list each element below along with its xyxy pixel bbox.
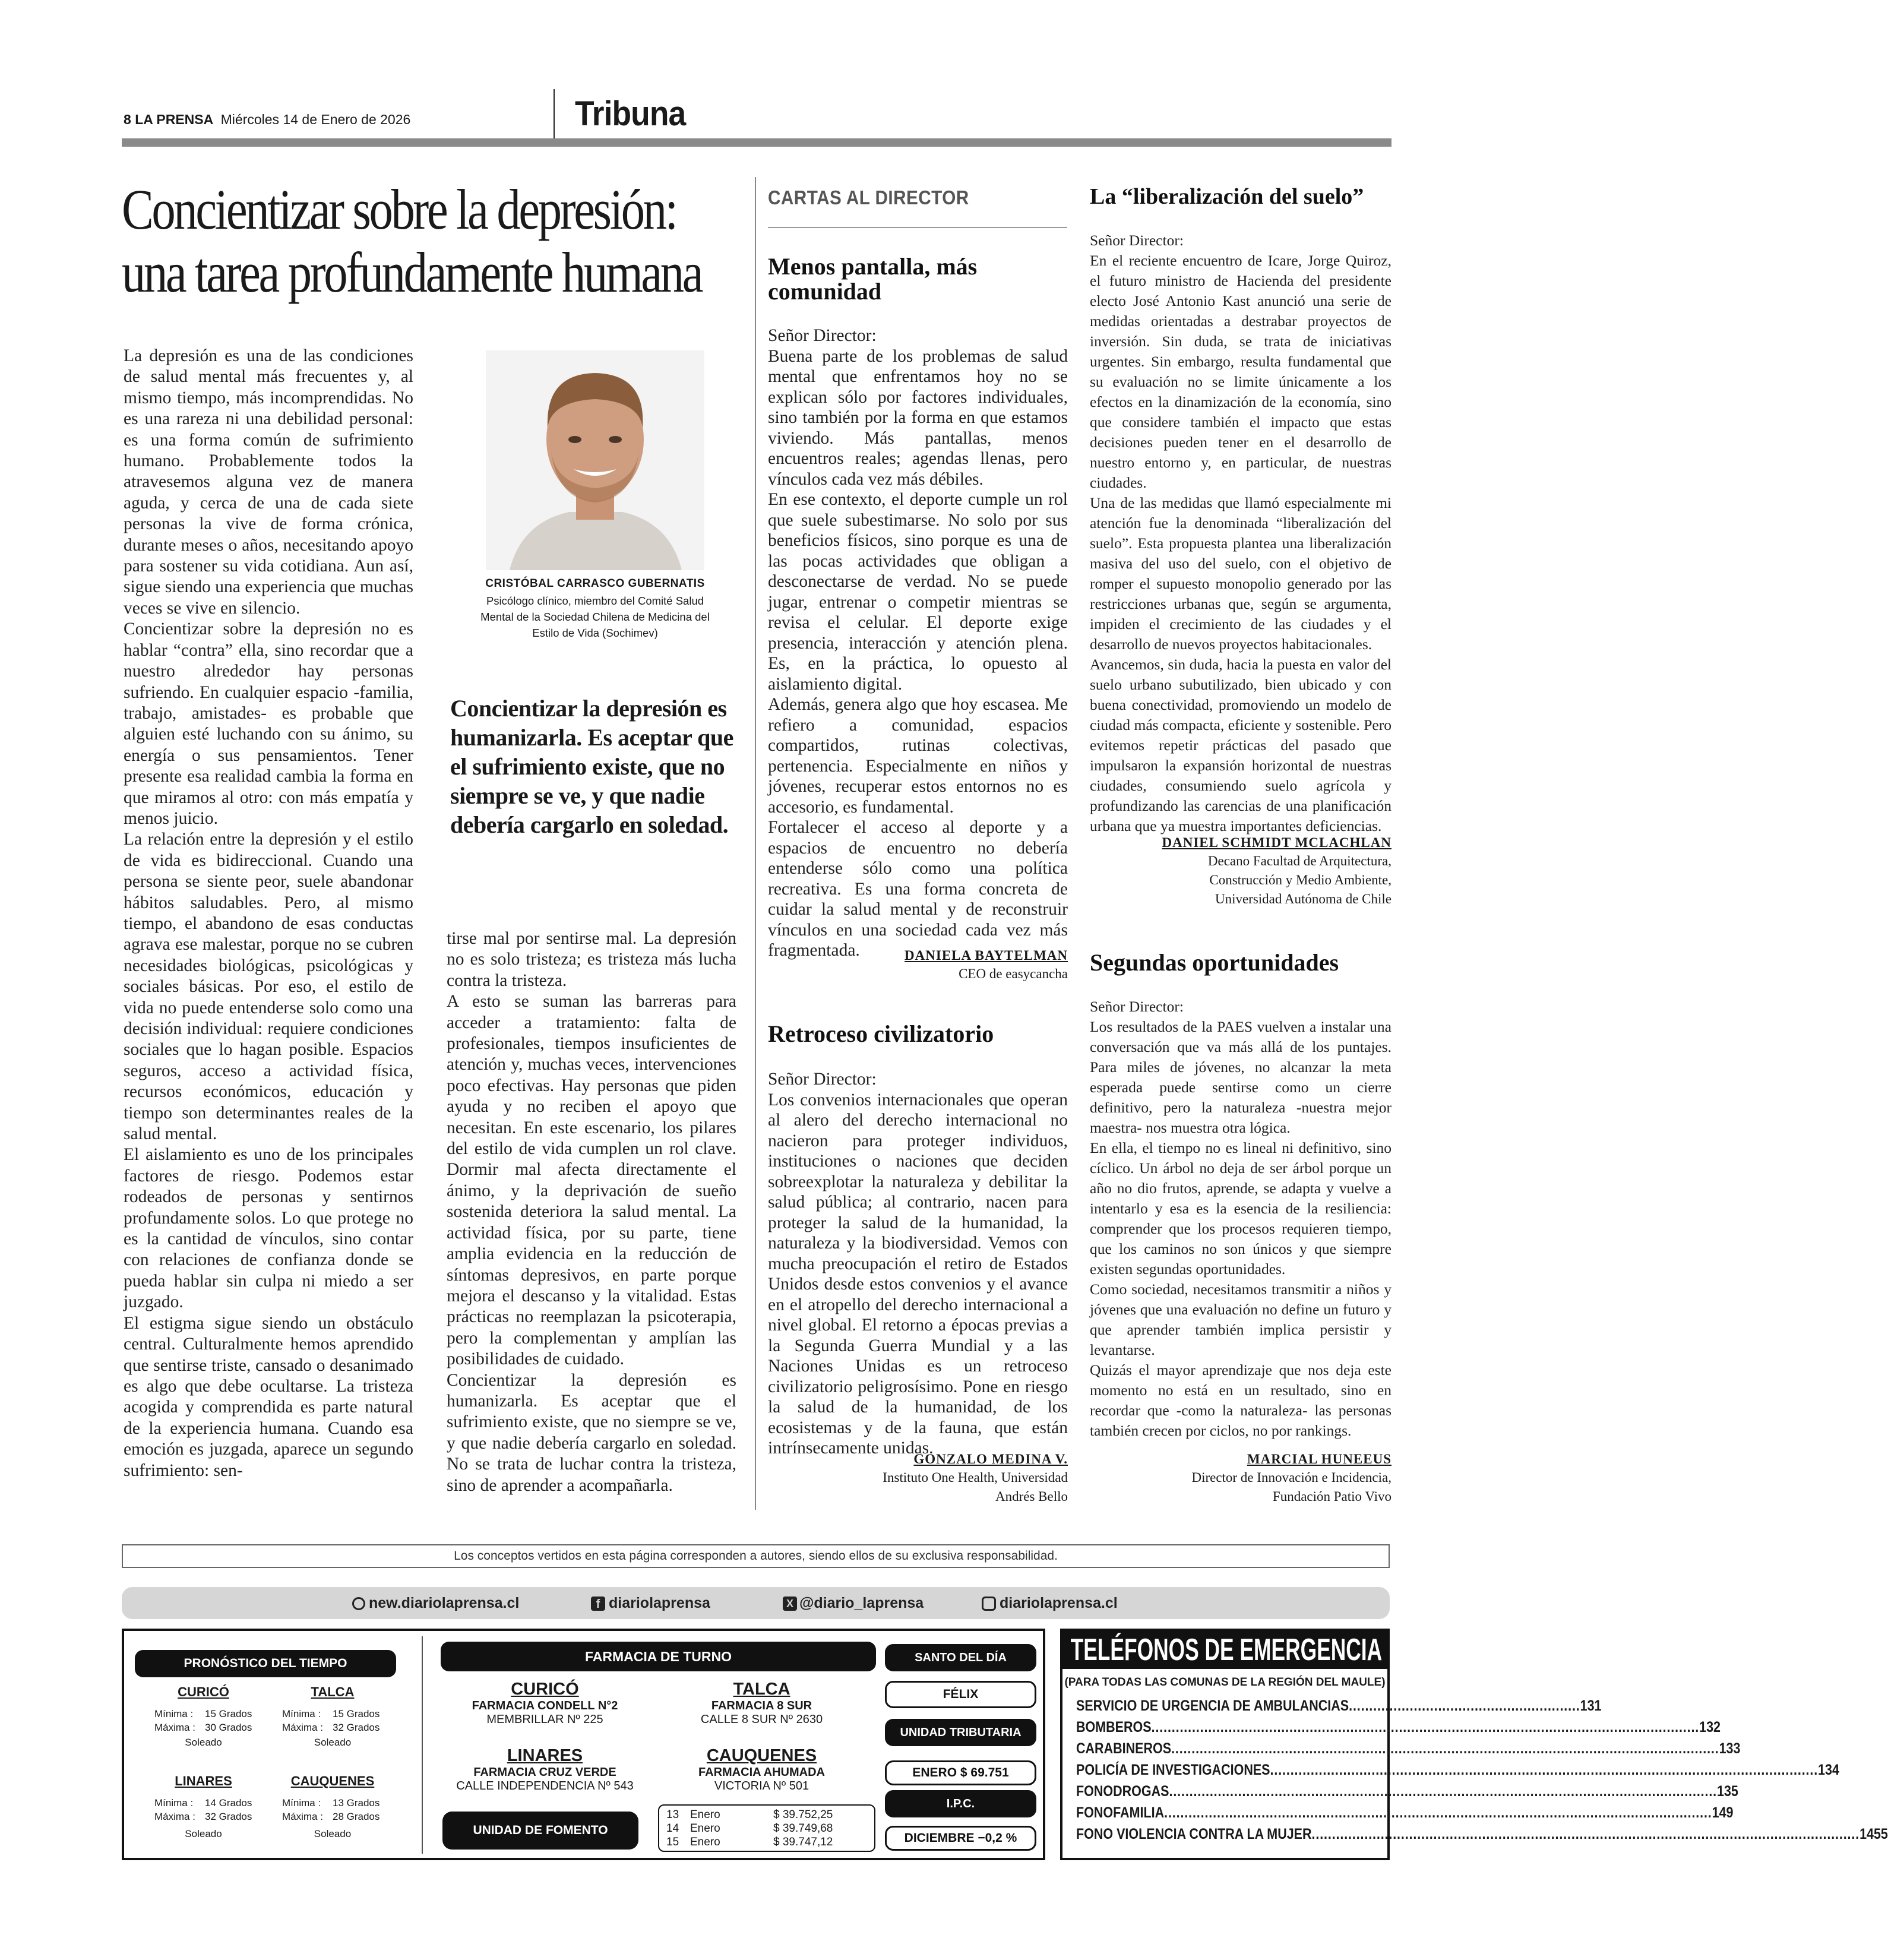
letter-title: Segundas oportunidades — [1090, 949, 1339, 976]
article-paragraph: Concientizar sobre la depresión no es hablar “contra” ella, sino recordar que a nuestro alrededor hay personas sufriendo. En cualquier espacio -familia, trabajo, amistades- es probable que alguien esté luchando con su ánimo, su energía o sus pensamientos. Tener presente esa realidad cambia la forma en que miramos al otro: con más empatía y menos juicio. — [124, 619, 413, 828]
weather-city-name: CAUQUENES — [290, 1774, 375, 1788]
pull-quote: Concientizar la depresión es humanizarla. Es aceptar que el sufrimiento existe, que no siempre se ve, y que nadie debería cargarlo en soledad. — [450, 695, 733, 838]
letter-signature-name: GONZALO MEDINA V. — [913, 1452, 1068, 1466]
social-x-label: @diario_laprensa — [799, 1595, 924, 1611]
letters-section-label: CARTAS AL DIRECTOR — [768, 186, 969, 208]
letter-paragraph: En ese contexto, el deporte cumple un rol que suele subestimarse. No solo por sus beneficios físicos, sino porque es una de las pocas actividades que obligan a desconectarse de verdad. No se puede jugar, entrenar o competir mientras se revisa el celular. El deporte exige presencia, interacción y atención plena. Es, en la práctica, lo opuesto al aislamiento digital. — [768, 490, 1068, 694]
emergency-title-bar — [1062, 1631, 1387, 1669]
facebook-icon: f — [591, 1597, 605, 1611]
letter-paragraph: Avancemos, sin duda, hacia la puesta en valor del suelo urbano subutilizado, bien ubicado y con buena conectividad, promoviendo un modelo de ciudad más compacta, eficiente y sostenible. Pero evitemos repetir prácticas del pasado que impulsaron la expansión horizontal de nuestras ciudades, consumiendo suelo agrícola y profundizando las carencias de una planificación urbana que ya muestra importantes deficiencias. — [1090, 656, 1392, 834]
emergency-title: TELÉFONOS DE EMERGENCIA — [1070, 1633, 1383, 1667]
pharmacy-address: MEMBRILLAR Nº 225 — [486, 1713, 603, 1726]
pharmacy-name: FARMACIA 8 SUR — [711, 1699, 812, 1712]
uf-row: 15 Enero $ 39.747,12 — [666, 1836, 833, 1848]
letter-title: La “liberalización del suelo” — [1090, 184, 1364, 209]
emergency-row: FONODROGAS ....................................................................................................................................... 135 — [1076, 1783, 1738, 1800]
weather-max: Máxima : 30 Grados — [154, 1722, 252, 1733]
letter-paragraph: Buena parte de los problemas de salud mental que enfrentamos hoy no se explican sólo por factores individuales, sino también por la forma en que estamos viviendo. Más pantallas, menos encuentros reales; agendas llenas, pero vínculos cada vez más débiles. — [768, 346, 1068, 489]
uf-title: UNIDAD DE FOMENTO — [442, 1812, 638, 1850]
emergency-row: POLICÍA DE INVESTIGACIONES ....................................................................................................................................... 134 — [1076, 1762, 1839, 1778]
page-number: 8 — [124, 112, 131, 127]
letter-signature-name: MARCIAL HUNEEUS — [1247, 1452, 1392, 1466]
uf-row: 14 Enero $ 39.749,68 — [666, 1822, 833, 1835]
pharmacy-city: LINARES — [507, 1746, 583, 1765]
letter-signature-role — [768, 1468, 1068, 1506]
social-facebook-label: diariolaprensa — [609, 1595, 710, 1611]
page-header — [124, 112, 410, 128]
letter-signature-role: CEO de easycancha — [959, 966, 1068, 981]
pharmacy-city: TALCA — [733, 1680, 790, 1699]
article-paragraph: tirse mal por sentirse mal. La depresión no es solo tristeza; es tristeza más lucha contra la tristeza. — [447, 929, 736, 990]
social-facebook[interactable] — [591, 1595, 710, 1612]
letter-signature-role-line: Director de Innovación e Incidencia, — [1191, 1470, 1392, 1485]
weather-sky: Soleado — [185, 1828, 222, 1839]
x-icon: X — [783, 1597, 797, 1611]
weather-min: Mínima : 13 Grados — [282, 1797, 380, 1809]
issue-date: Miércoles 14 de Enero de 2026 — [220, 112, 411, 127]
letter-greeting: Señor Director: — [768, 1070, 877, 1089]
social-bar — [122, 1587, 1390, 1619]
weather-city — [143, 1774, 264, 1840]
pharmacy-item — [659, 1746, 864, 1793]
letter-paragraph: Los convenios internacionales que operan al alero del derecho internacional no nacieron para proteger individuos, instituciones o naciones que deciden sobreexplotar la naturaleza y debilitar la salud pública; al contrario, nacen para proteger la salud de la humanidad, la naturaleza y la biodiversidad. Vemos con mucha preocupación el retiro de Estados Unidos desde estos convenios y el avance en el atropello del derecho internacional a nivel global. El retorno a épocas previas a la Segunda Guerra Mundial y a las Naciones Unidas es un retroceso civilizatorio peligrosísimo. Pone en riesgo la salud de la humanidad, de los ecosistemas y de la fauna, que están intrínsecamente unidas. — [768, 1090, 1068, 1458]
ipc-value: DICIEMBRE −0,2 % — [885, 1826, 1036, 1851]
social-x[interactable] — [783, 1595, 924, 1612]
letter-signature-role-line: Universidad Autónoma de Chile — [1215, 892, 1392, 906]
uf-table — [658, 1804, 875, 1852]
weather-divider — [422, 1636, 423, 1854]
article-paragraph: La depresión es una de las condiciones de salud mental más frecuentes y, al mismo tiempo, más incomprendidas. No es una rareza ni una debilidad personal: es una forma común de sufrimiento humano. Probablemente todos la atravesemos alguna vez de manera aguda, y cerca de una de cada siete personas la vive de forma crónica, durante meses o años, necesitando apoyo para sostener su vida cotidiana. Aun así, sigue siendo una experiencia que muchas veces se vive en silencio. — [124, 346, 413, 618]
letter-greeting: Señor Director: — [1090, 998, 1184, 1015]
weather-sky: Soleado — [314, 1828, 352, 1839]
emergency-row: CARABINEROS ....................................................................................................................................... 133 — [1076, 1740, 1741, 1757]
letter-signature-role-line: Construcción y Medio Ambiente, — [1209, 872, 1392, 887]
weather-city-name: LINARES — [175, 1774, 232, 1788]
letter-body — [1090, 997, 1392, 1441]
article-paragraph: Concientizar la depresión es humanizarla. Es aceptar que el sufrimiento existe, que no siempre se ve, y que nadie debería cargarlo en soledad. No se trata de luchar contra la tristeza, sino de aprender a acompañarla. — [447, 1370, 736, 1495]
pharmacy-item — [442, 1746, 647, 1793]
pharmacy-title: FARMACIA DE TURNO — [441, 1642, 876, 1671]
header-rule — [122, 138, 1392, 147]
emergency-subtitle: (PARA TODAS LAS COMUNAS DE LA REGIÓN DEL MAULE) — [1064, 1676, 1386, 1689]
weather-city-name: CURICÓ — [178, 1684, 229, 1699]
pharmacy-name: FARMACIA AHUMADA — [698, 1766, 825, 1779]
pharmacy-name: FARMACIA CONDELL N°2 — [472, 1699, 618, 1712]
weather-max: Máxima : 28 Grados — [282, 1811, 380, 1822]
disclaimer-box — [122, 1544, 1390, 1568]
pharmacy-item — [659, 1680, 864, 1727]
social-instagram[interactable] — [982, 1595, 1118, 1612]
article-paragraph: El aislamiento es uno de los principales factores de riesgo. Podemos estar rodeados de personas y sentirnos profundamente solos. Lo que protege no es la cantidad de vínculos, sino contar con relaciones de confianza donde se pueda hablar sin culpa ni miedo a ser juzgado. — [124, 1145, 413, 1312]
letter-signature-role — [1090, 852, 1392, 909]
globe-icon — [352, 1597, 365, 1610]
author-role: Psicólogo clínico, miembro del Comité Salud Mental de la Sociedad Chilena de Medicina del Estilo de Vida (Sochimev) — [480, 595, 710, 639]
social-instagram-label: diariolaprensa.cl — [1000, 1595, 1118, 1611]
pharmacy-address: CALLE INDEPENDENCIA Nº 543 — [456, 1779, 634, 1793]
letter-greeting: Señor Director: — [768, 326, 877, 345]
article-title-line1: Concientizar sobre la depresión: — [122, 178, 676, 241]
section-title: Tribuna — [575, 94, 686, 133]
letter-body — [768, 325, 1068, 961]
ipc-title: I.P.C. — [885, 1790, 1036, 1817]
weather-max: Máxima : 32 Grados — [282, 1722, 380, 1733]
letter-signature-role-line: Decano Facultad de Arquitectura, — [1207, 853, 1392, 868]
letter-body — [768, 1069, 1068, 1459]
letter-signature-role-line: Fundación Patio Vivo — [1272, 1489, 1392, 1504]
pharmacy-item — [442, 1680, 647, 1727]
letter-paragraph: Quizás el mayor aprendizaje que nos deja este momento no está en un resultado, sino en recordar que -como la naturaleza- las personas también crecen por ciclos, no por rankings. — [1090, 1361, 1392, 1439]
letter-signature-role — [1090, 1468, 1392, 1506]
emergency-row: FONOFAMILIA ....................................................................................................................................... 149 — [1076, 1804, 1734, 1821]
weather-city — [270, 1684, 395, 1749]
weather-city — [270, 1774, 395, 1840]
disclaimer-text: Los conceptos vertidos en esta página corresponden a autores, siendo ellos de su exclusiva responsabilidad. — [454, 1549, 1058, 1563]
pharmacy-name: FARMACIA CRUZ VERDE — [473, 1766, 616, 1779]
emergency-row: SERVICIO DE URGENCIA DE AMBULANCIAS ......................................................... 131 — [1076, 1697, 1602, 1714]
letter-paragraph: Una de las medidas que llamó especialmente mi atención fue la denominada “liberalización del suelo”. Esta propuesta plantea una liberalización masiva del uso del suelo, con el objetivo de romper el supuesto monopolio generado por las restricciones urbanas que, según se argumenta, impiden el crecimiento de las ciudades y el desarrollo de nuevos proyectos habitacionales. — [1090, 494, 1392, 653]
pharmacy-city: CAUQUENES — [706, 1746, 817, 1765]
weather-title: PRONÓSTICO DEL TIEMPO — [135, 1650, 396, 1677]
letter-signature-role-line: Instituto One Health, Universidad — [883, 1470, 1068, 1485]
letter-signature-role-line: Andrés Bello — [995, 1489, 1068, 1504]
weather-sky: Soleado — [185, 1737, 222, 1748]
article-column-1 — [124, 346, 413, 1481]
saint-title: SANTO DEL DÍA — [885, 1644, 1036, 1671]
column-separator — [755, 177, 756, 1510]
author-photo-portrait — [486, 350, 704, 570]
article-title — [122, 178, 702, 304]
article-title-line2: una tarea profundamente humana — [122, 241, 702, 304]
uf-row: 13 Enero $ 39.752,25 — [666, 1809, 833, 1821]
weather-sky: Soleado — [314, 1737, 352, 1748]
instagram-icon — [982, 1597, 996, 1611]
letter-paragraph: Como sociedad, necesitamos transmitir a niños y jóvenes que una evaluación no define un futuro y que aprender también implica persistir y levantarse. — [1090, 1281, 1392, 1358]
letter-paragraph: Fortalecer el acceso al deporte y a espacios de encuentro no debería entenderse sólo como una política recreativa. Es una forma concreta de cuidar la salud mental y de reconstruir vínculos en una sociedad cada vez más fragmentada. — [768, 818, 1068, 960]
letter-paragraph: En ella, el tiempo no es lineal ni definitivo, sino cíclico. Un árbol no deja de ser árbol porque un año no dio frutos, aprende, se adapta y vuelve a intentarlo y esa es la esencia de la resiliencia: comprender que los procesos requieren tiempo, que los caminos no son únicos y que siempre existen segundas oportunidades. — [1090, 1139, 1392, 1278]
letter-paragraph: En el reciente encuentro de Icare, Jorge Quiroz, el futuro ministro de Hacienda del presidente electo José Antonio Kast anunció una serie de medidas orientadas a destrabar proyectos de inversión. Sin duda, se trata de iniciativas urgentes. Sin embargo, resulta fundamental que su evaluación no se limite únicamente a los efectos en la dinamización de la economía, sino que considere también el impacto que estas decisiones pueden tener en el desarrollo de nuestro entorno y, en particular, de nuestras ciudades. — [1090, 252, 1392, 491]
letters-rule — [768, 227, 1067, 228]
article-paragraph: A esto se suman las barreras para acceder a tratamiento: falta de profesionales, tiempos insuficientes de atención y, muchas veces, intervenciones poco efectivas. Hay personas que piden ayuda y no reciben el apoyo que necesitan. En este escenario, los pilares del estilo de vida cumplen un rol clave. Dormir mal afecta directamente el ánimo, y la deprivación de sueño sostenida deteriora la salud mental. La actividad física, por su parte, tiene amplia evidencia en la reducción de síntomas depresivos, en parte porque mejora el descanso y la vitalidad. Estas prácticas no reemplazan la psicoterapia, pero la complementan y amplían las posibilidades de cuidado. — [447, 992, 736, 1369]
weather-min: Mínima : 15 Grados — [154, 1708, 252, 1719]
author-name: CRISTÓBAL CARRASCO GUBERNATIS — [485, 577, 705, 590]
article-column-2 — [447, 928, 736, 1496]
pharmacy-address: VICTORIA Nº 501 — [714, 1779, 809, 1793]
article-paragraph: La relación entre la depresión y el estilo de vida es bidireccional. Cuando una persona se siente peor, suele abandonar hábitos saludables. Pero, al mismo tiempo, el abandono de esas conductas agrava ese malestar, porque no se cubren necesidades biológicas, psicológicas y sociales básicas. Por eso, el estilo de vida no puede entenderse solo como una decisión individual: requiere condiciones sociales que lo hagan posible. Espacios seguros, acceso a actividad física, recursos económicos, educación y tiempo son determinantes reales de la salud mental. — [124, 830, 413, 1144]
weather-city — [143, 1684, 264, 1749]
social-web[interactable] — [352, 1595, 519, 1612]
weather-city-name: TALCA — [311, 1684, 355, 1699]
paper-name: LA PRENSA — [135, 112, 214, 127]
weather-max: Máxima : 32 Grados — [154, 1811, 252, 1822]
weather-min: Mínima : 14 Grados — [154, 1797, 252, 1809]
letter-signature-name: DANIELA BAYTELMAN — [905, 948, 1068, 963]
utm-title: UNIDAD TRIBUTARIA — [885, 1719, 1036, 1746]
author-photo — [486, 350, 704, 570]
letter-greeting: Señor Director: — [1090, 232, 1184, 249]
pharmacy-address: CALLE 8 SUR Nº 2630 — [700, 1713, 823, 1726]
letter-paragraph: Los resultados de la PAES vuelven a instalar una conversación que va más allá de los puntajes. Para miles de jóvenes, no alcanzar la meta esperada puede sentirse como un cierre definitivo, pero la naturaleza -nuestra mejor maestra- nos muestra otra lógica. — [1090, 1018, 1392, 1136]
letter-title: Retroceso civilizatorio — [768, 1020, 994, 1047]
emergency-row: FONO VIOLENCIA CONTRA LA MUJER ....................................................................................................................................... 1455 — [1076, 1826, 1888, 1842]
letter-title: Menos pantalla, más comunidad — [768, 253, 978, 305]
letter-body — [1090, 230, 1392, 836]
emergency-list — [1076, 1695, 1888, 1845]
emergency-row: BOMBEROS ....................................................................................................................................... 132 — [1076, 1719, 1721, 1735]
header-divider — [554, 89, 555, 140]
weather-min: Mínima : 15 Grados — [282, 1708, 380, 1719]
pharmacy-city: CURICÓ — [511, 1680, 579, 1699]
letter-paragraph: Además, genera algo que hoy escasea. Me refiero a comunidad, espacios compartidos, rutinas colectivas, pertenencia. Especialmente en niños y jóvenes, recuperar estos entornos no es accesorio, es fundamental. — [768, 695, 1068, 817]
social-web-label: new.diariolaprensa.cl — [369, 1595, 520, 1611]
utm-value: ENERO $ 69.751 — [885, 1760, 1036, 1785]
saint-value: FÉLIX — [885, 1681, 1036, 1708]
article-paragraph: El estigma sigue siendo un obstáculo central. Culturalmente hemos aprendido que sentirse triste, cansado o desanimado es algo que debe ocultarse. La tristeza acogida y comprendida es parte natural de la experiencia humana. Cuando esa emoción es juzgada, aparece un segundo sufrimiento: sen- — [124, 1313, 413, 1480]
letter-signature-name: DANIEL SCHMIDT MCLACHLAN — [1162, 835, 1392, 850]
